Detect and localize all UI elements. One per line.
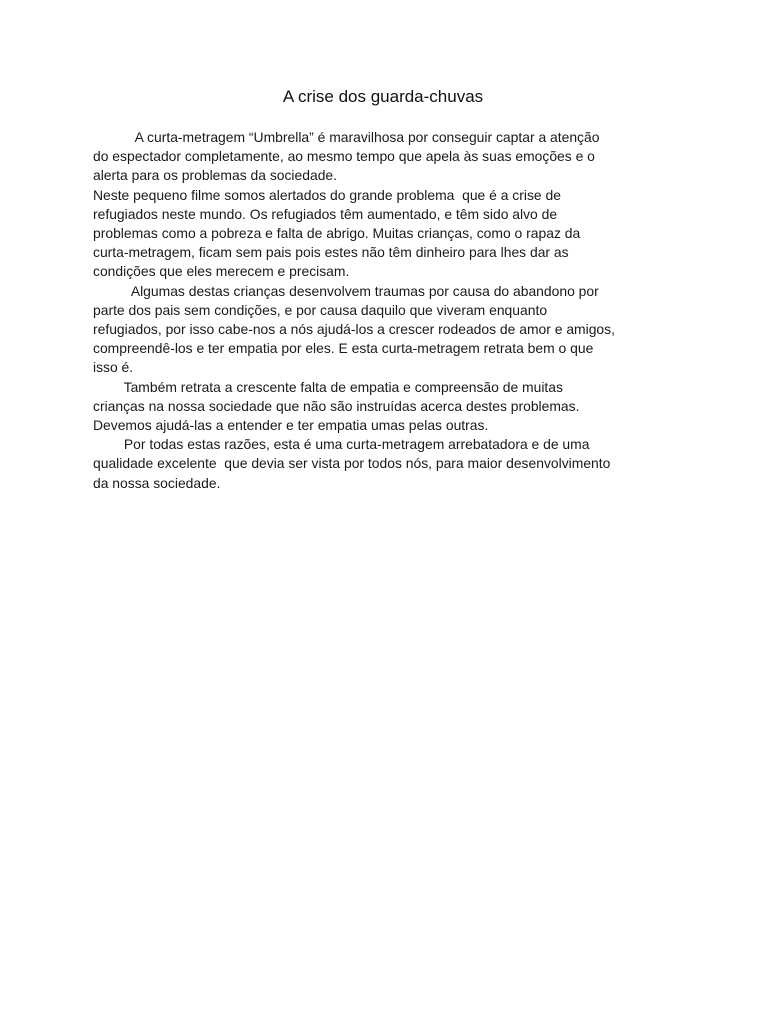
body-line: compreendê-los e ter empatia por eles. E esta curta-metragem retrata bem o que (93, 340, 594, 357)
body-line: da nossa sociedade. (93, 474, 221, 491)
body-line: Algumas destas crianças desenvolvem traumas por causa do abandono por (93, 282, 599, 299)
body-line: crianças na nossa sociedade que não são instruídas acerca destes problemas. (93, 397, 580, 414)
body-line: Devemos ajudá-las a entender e ter empatia umas pelas outras. (93, 417, 489, 434)
body-line: qualidade excelente que devia ser vista por todos nós, para maior desenvolvimento (93, 455, 611, 472)
body-line: refugiados, por isso cabe-nos a nós ajudá-los a crescer rodeados de amor e amigos, (93, 321, 615, 338)
body-line: refugiados neste mundo. Os refugiados têm aumentado, e têm sido alvo de (93, 205, 558, 222)
body-line: Neste pequeno filme somos alertados do grande problema que é a crise de (93, 186, 561, 203)
body-line: Também retrata a crescente falta de empatia e compreensão de muitas (93, 378, 563, 395)
body-line: problemas como a pobreza e falta de abrigo. Muitas crianças, como o rapaz da (93, 225, 581, 242)
body-line: condições que eles merecem e precisam. (93, 263, 350, 280)
document-body (93, 128, 693, 493)
body-line: do espectador completamente, ao mesmo tempo que apela às suas emoções e o (93, 148, 595, 165)
body-line: isso é. (93, 359, 134, 376)
body-line: curta-metragem, ficam sem pais pois estes não têm dinheiro para lhes dar as (93, 244, 569, 261)
body-line: Por todas estas razões, esta é uma curta-metragem arrebatadora e de uma (93, 436, 590, 453)
body-line: A curta-metragem “Umbrella” é maravilhosa por conseguir captar a atenção (93, 129, 600, 145)
body-line: alerta para os problemas da sociedade. (93, 167, 338, 184)
body-line: parte dos pais sem condições, e por causa daquilo que viveram enquanto (93, 301, 548, 318)
document-title: A crise dos guarda-chuvas (282, 87, 484, 106)
